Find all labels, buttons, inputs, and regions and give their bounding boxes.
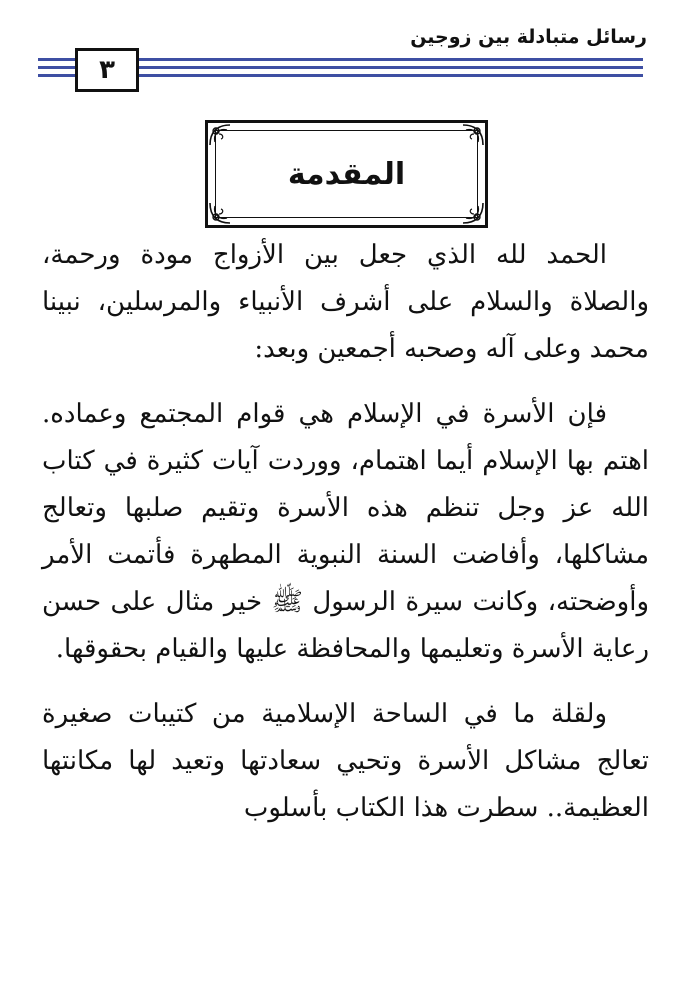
paragraph-opening: الحمد لله الذي جعل بين الأزواج مودة ورحمة، والصلاة والسلام على أشرف الأنبياء والمرسلين، نبينا محمد وعلى آله وصحبه أجمعين وبعد:	[42, 240, 649, 364]
section-title-frame	[205, 120, 488, 228]
page-number: ٣	[99, 55, 115, 85]
paragraph-family-in-islam: فإن الأسرة في الإسلام هي قوام المجتمع وعماده. اهتم بها الإسلام أيما اهتمام، ووردت آيات كثيرة في كتاب الله عز وجل تنظم هذه الأسرة وتقيم صلبها وتعالج مشاكلها، وأفاضت السنة النبوية المطهرة فأتمت الأمر وأوضحته، وكانت سيرة الرسول ﷺ خير مثال على حسن رعاية الأسرة وتعليمها والمحافظة عليها والقيام بحقوقها.	[42, 399, 649, 664]
running-header-title: رسائل متبادلة بين زوجين	[410, 26, 647, 48]
paragraph-book-purpose: ولقلة ما في الساحة الإسلامية من كتيبات صغيرة تعالج مشاكل الأسرة وتحيي سعادتها وتعيد لها مكانتها العظيمة.. سطرت هذا الكتاب بأسلوب	[42, 699, 649, 823]
page-number-box	[75, 48, 139, 92]
body-text	[42, 232, 649, 832]
section-title: المقدمة	[287, 156, 406, 192]
